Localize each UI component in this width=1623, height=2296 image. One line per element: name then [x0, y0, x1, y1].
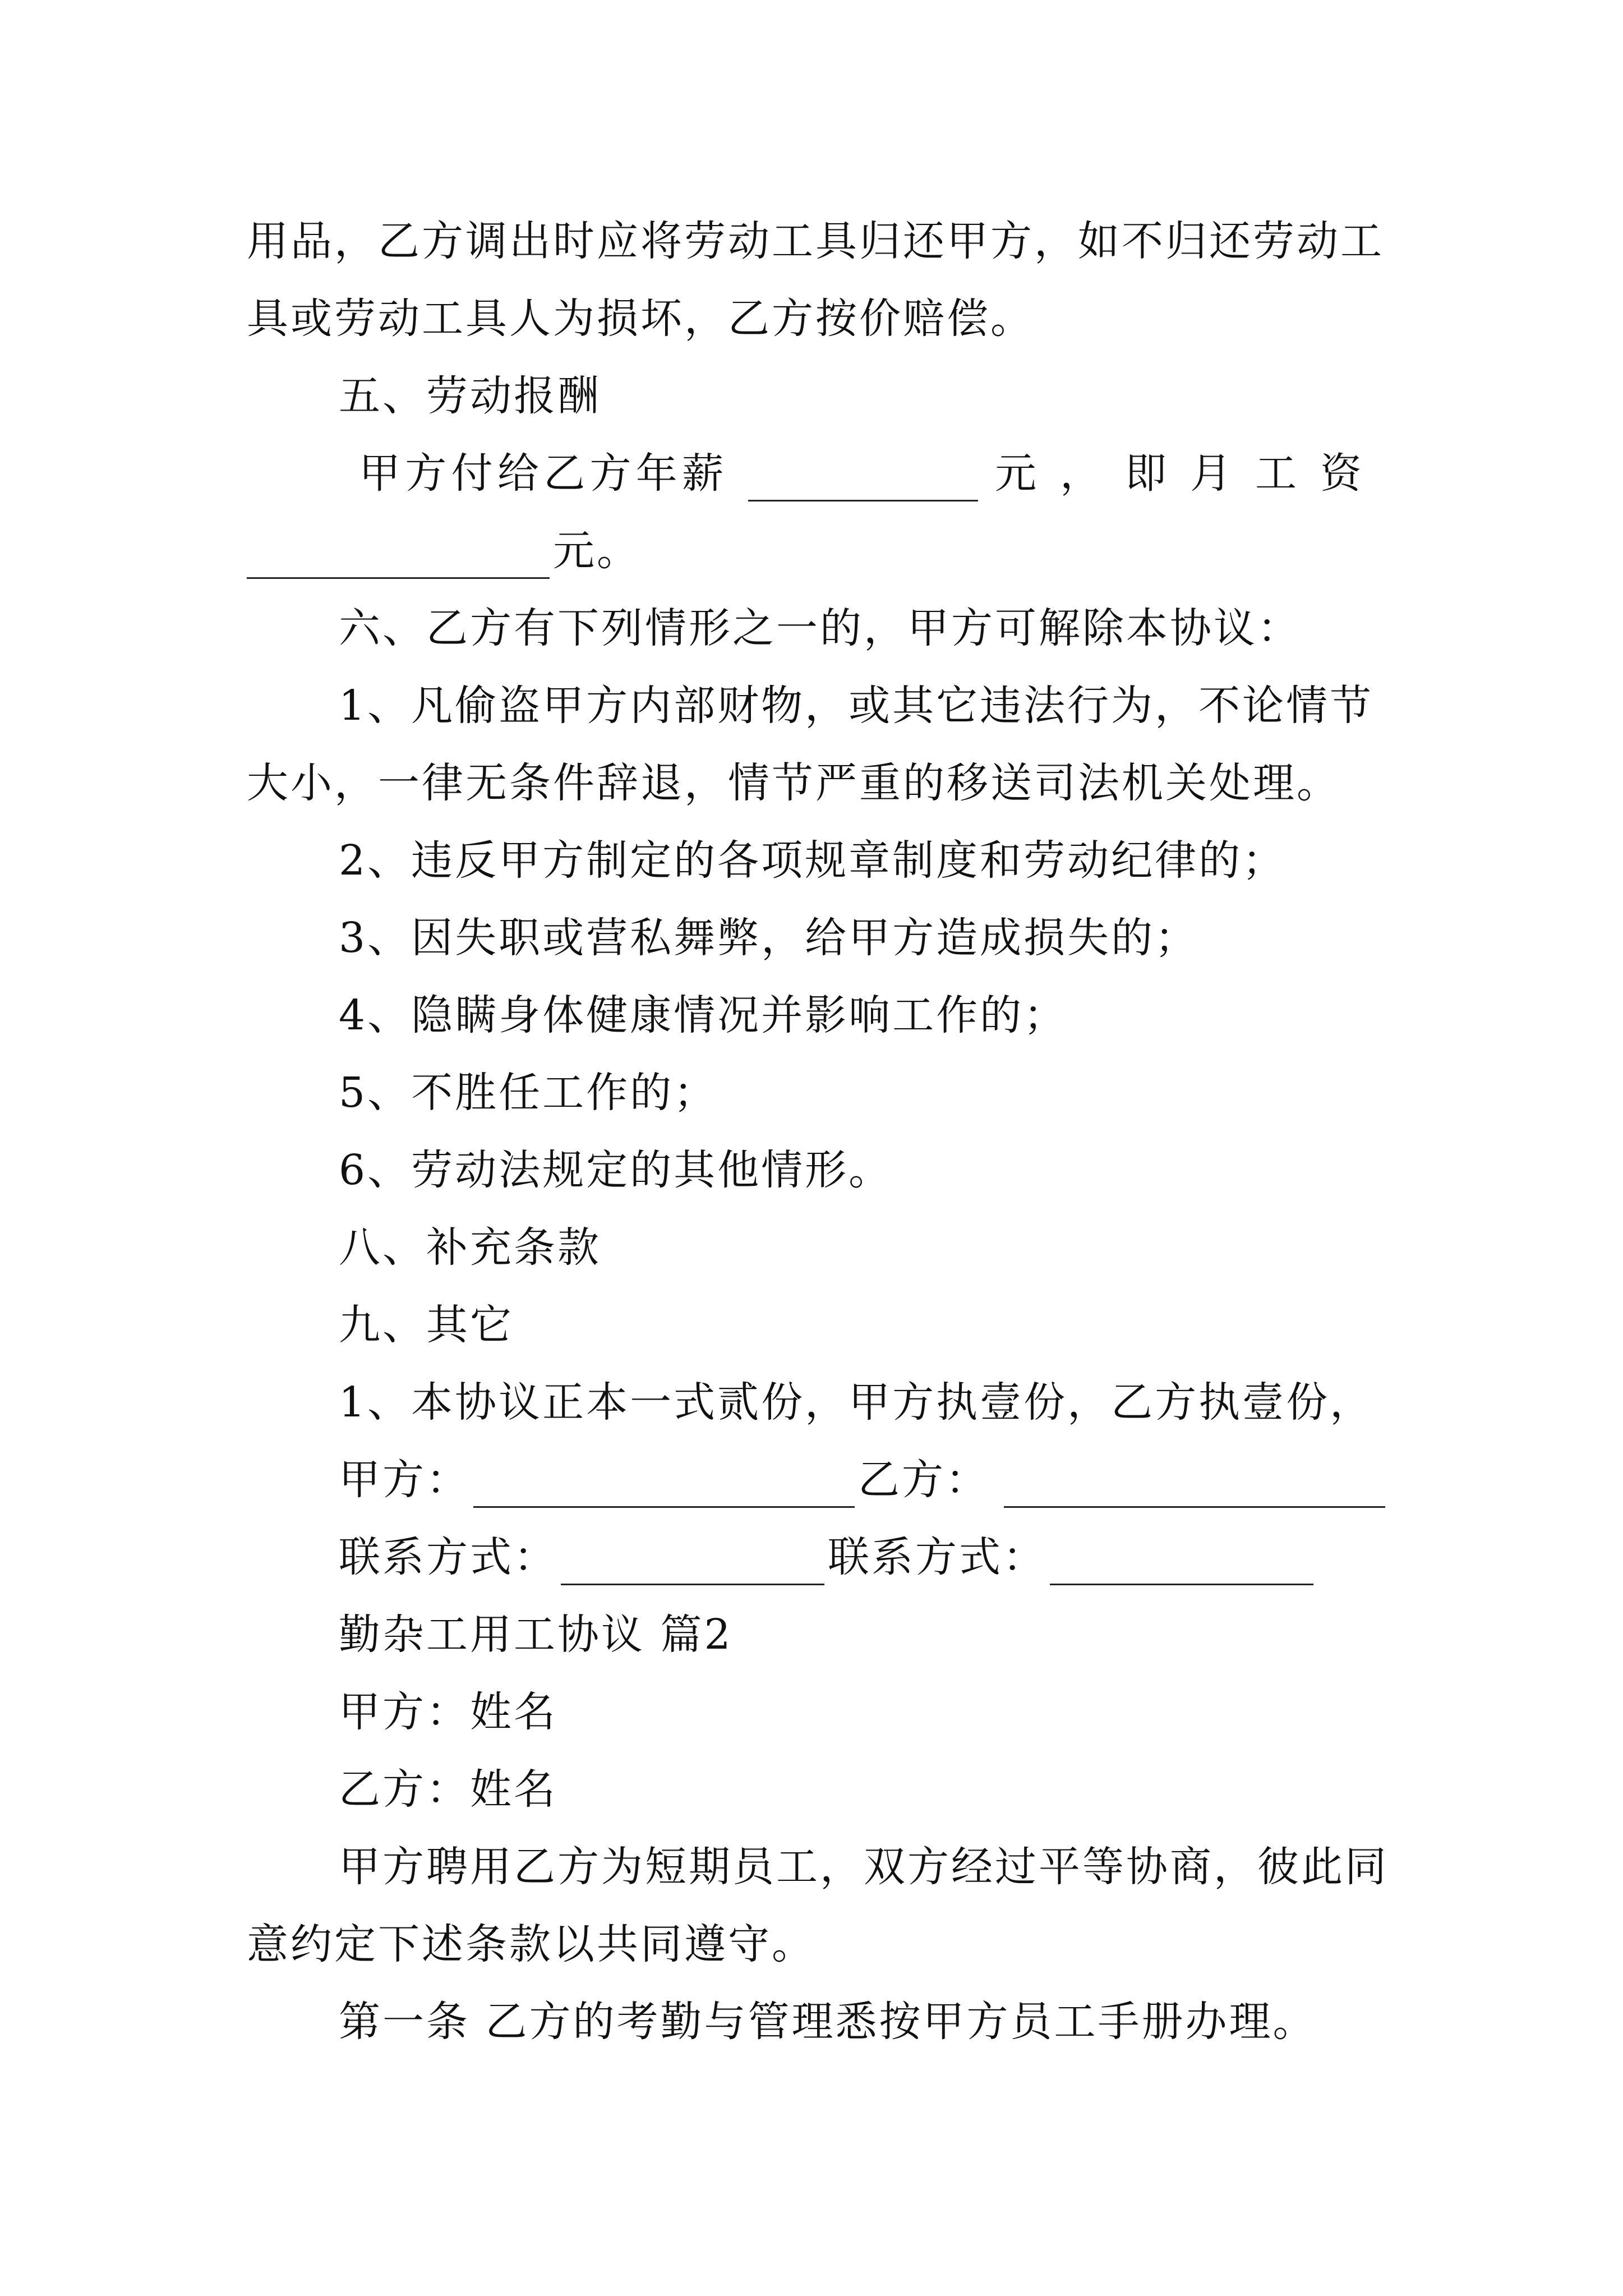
line-text: 具或劳动工具人为损坏，乙方按价赔偿。 [247, 295, 1034, 343]
line-text: 3、因失职或营私舞弊，给甲方造成损失的； [339, 914, 1199, 962]
paragraph-line [247, 291, 1385, 347]
monthly-salary-label: 元，即月工资 [995, 449, 1385, 498]
heading-text: 六、乙方有下列情形之一的，甲方可解除本协议： [339, 604, 1301, 652]
party-line [339, 1684, 1385, 1740]
list-item [339, 1142, 1385, 1198]
heading-text: 八、补充条款 [339, 1223, 601, 1272]
party-b-contact-label: 联系方式： [828, 1533, 1046, 1581]
line-text: 6、劳动法规定的其他情形。 [339, 1146, 893, 1194]
agreement-title [339, 1607, 1385, 1663]
list-item [339, 1065, 1385, 1121]
monthly-salary-blank [247, 538, 550, 579]
spread-char: 甲 [359, 449, 403, 498]
spread-char: 付 [451, 449, 495, 498]
line-text: 2、违反甲方制定的各项规章制度和劳动纪律的； [339, 836, 1287, 885]
party-b-contact-blank [1050, 1544, 1313, 1585]
annual-salary-blank [748, 461, 978, 501]
line-text: 1、本协议正本一式贰份，甲方执壹份，乙方执壹份， [339, 1378, 1374, 1427]
spread-char: 薪 [682, 449, 726, 498]
spread-char: 给 [497, 449, 541, 498]
line-text: 大小，一律无条件辞退，情节严重的移送司法机关处理。 [247, 759, 1340, 807]
title-text: 勤杂工用工协议 篇2 [339, 1611, 733, 1659]
paragraph-line [247, 213, 1385, 269]
party-line [339, 1761, 1385, 1818]
line-text: 元。 [553, 527, 640, 575]
contact-line [339, 1529, 1385, 1585]
party-b-label: 乙方： [858, 1456, 989, 1504]
list-item [339, 910, 1385, 966]
party-a-label: 甲方： [339, 1456, 470, 1504]
line-text: 1、凡偷盗甲方内部财物，或其它违法行为，不论情节 [339, 682, 1374, 730]
annual-salary-label [359, 445, 726, 501]
paragraph-line [247, 755, 1385, 811]
salary-line-cont [247, 523, 1385, 579]
spread-char: 方 [405, 449, 449, 498]
list-item [339, 987, 1385, 1043]
spread-char: 乙 [543, 449, 588, 498]
line-text: 甲方：姓名 [339, 1688, 557, 1736]
line-text: 意约定下述条款以共同遵守。 [247, 1920, 815, 1968]
party-a-contact-blank [561, 1544, 824, 1585]
signature-line [339, 1452, 1385, 1508]
party-b-blank [1004, 1467, 1385, 1508]
list-item [339, 832, 1385, 889]
section-heading [339, 368, 1385, 424]
list-item [339, 1374, 1385, 1430]
heading-text: 五、劳动报酬 [339, 372, 601, 420]
section-heading [339, 1297, 1385, 1353]
article-line [339, 1994, 1385, 2050]
line-text: 甲方聘用乙方为短期员工，双方经过平等协商，彼此同 [339, 1843, 1389, 1891]
party-a-contact-label: 联系方式： [339, 1533, 557, 1581]
section-heading [339, 1220, 1385, 1276]
heading-text: 九、其它 [339, 1301, 514, 1349]
paragraph-line [247, 1916, 1385, 1972]
party-a-blank [473, 1467, 855, 1508]
line-text: 乙方：姓名 [339, 1765, 557, 1814]
paragraph-line [339, 1839, 1389, 1895]
line-text: 5、不胜任工作的； [339, 1069, 718, 1117]
section-heading [339, 600, 1385, 656]
line-text: 4、隐瞒身体健康情况并影响工作的； [339, 991, 1068, 1039]
spread-char: 年 [635, 449, 680, 498]
line-text: 用品，乙方调出时应将劳动工具归还甲方，如不归还劳动工 [247, 217, 1384, 265]
line-text: 第一条 乙方的考勤与管理悉按甲方员工手册办理。 [339, 1998, 1317, 2046]
list-item [339, 678, 1385, 734]
salary-line [359, 445, 1385, 501]
spread-char: 方 [589, 449, 634, 498]
